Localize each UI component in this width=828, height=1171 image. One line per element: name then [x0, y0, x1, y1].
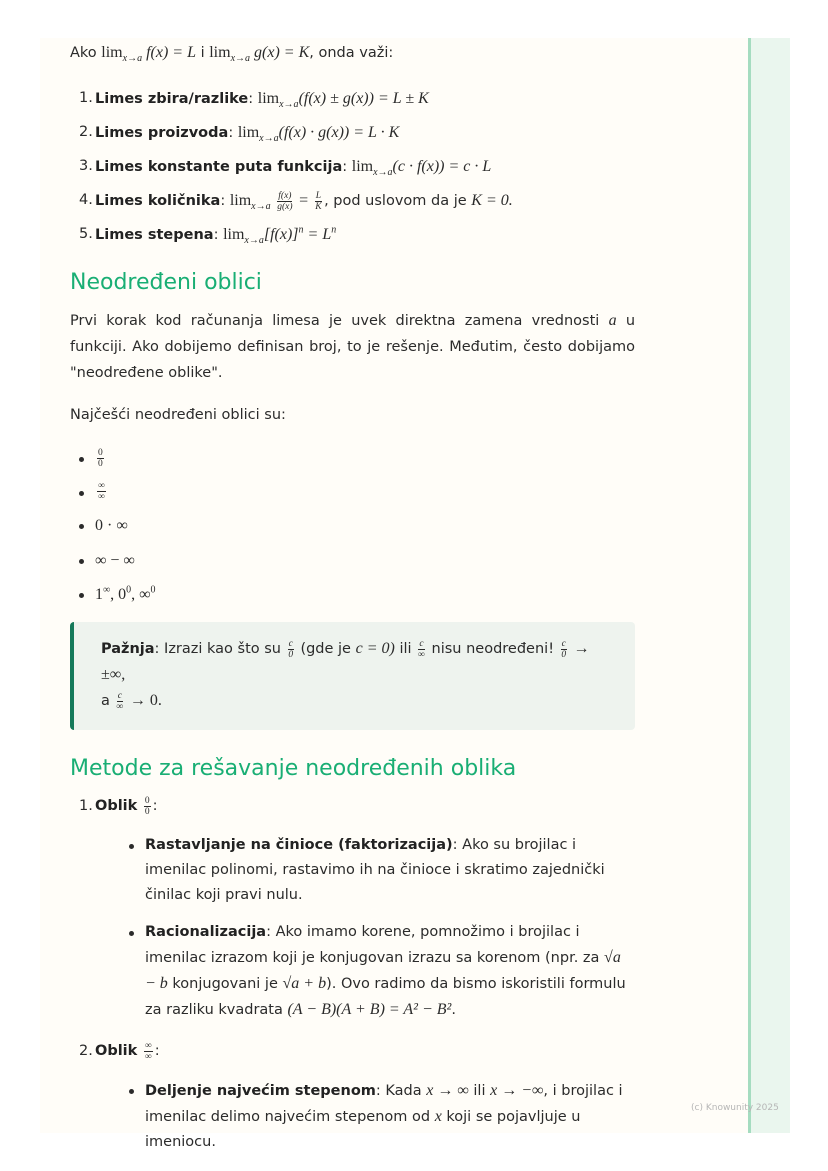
intro-text: i — [200, 45, 205, 61]
method-bullet: Rastavljanje na činioce (faktorizacija): Ako su brojilac i imenilac polinomi, rastavimo ih na činioce i skratimo zajednički činilac koji pravi nulu. — [120, 833, 635, 908]
paragraph: Prvi korak kod računanja limesa je uvek direktna zamena vrednosti a u funkciji. Ako dobijemo definisan broj, to je rešenje. Međutim, često dobijamo "neodređene oblike". — [70, 312, 636, 381]
form-item: 0 · ∞ — [70, 513, 635, 539]
rule-item: 4. Limes količnika: $\lim_{x\to a}$ $\frac{f(x)}{g(x)}$ = $\frac{L}{K}$ , pod uslovom da je K = 0. — [79, 190, 513, 213]
copyright-footer: (c) Knowunity 2025 — [691, 1103, 779, 1113]
form-item: 1∞, $0^0$, ∞$^0$ — [70, 582, 635, 608]
side-strip — [748, 38, 790, 1133]
rule-item: 5. Limes stepena: $\lim_{x\to a}[f(x)]^n = L^n$ — [79, 224, 337, 247]
form-item: $\frac{0}{0}$ — [70, 446, 635, 471]
form-item: ∞ − ∞ — [70, 548, 635, 574]
section-heading: Neodređeni oblici — [70, 270, 262, 295]
rule-item: 1. Limes zbira/razlike: $\lim_{x\to a}(f(x) \pm g(x)) = L \pm K$ — [79, 90, 429, 111]
warning-callout: Pažnja: Izrazi kao što su $\frac{c}{0}$ (gde je c = 0) ili c ∞ nisu neodređeni! $\frac{c}{0}$ → ±∞, a c ∞ → 0. — [70, 622, 635, 730]
intro-text: , onda važi: — [309, 45, 394, 61]
limit-rules — [70, 86, 635, 248]
method-item: 2. Oblik ∞ ∞ : Deljenje najvećim stepenom: Kada x → ∞ ili x → −∞, i brojilac i imenilac delimo najvećim stepenom od x koji se pojavljuje u imeniocu. — [70, 1039, 635, 1155]
intro — [70, 40, 635, 66]
rule-item: 3. Limes konstante puta funkcija: $\lim_{x\to a}(c \cdot f(x)) = c \cdot L$ — [79, 158, 492, 179]
method-bullet: Deljenje najvećim stepenom: Kada x → ∞ ili x → −∞, i brojilac i imenilac delimo najvećim stepenom od x koji se pojavljuje u imeniocu. — [120, 1078, 635, 1155]
lim-g: $\lim_{x\to a} g(x) = K$ — [209, 44, 310, 65]
methods-list — [70, 794, 635, 1155]
method-item: 1. Oblik $\frac{0}{0}$ : Rastavljanje na činioce (faktorizacija): Ako su brojilac i imenilac polinomi, rastavimo ih na činioce i skratimo zajednički činilac koji pravi nulu. Racionalizacija: Ako imamo korene, pomnožimo i brojilac i imenilac izrazom koji je konjugovan izrazu sa korenom (npr. za √a − b konjugovani je √a + b). Ovo radimo da bismo iskoristili formulu za razliku kvadrata (A − B)(A + B) = A² − B². — [70, 794, 635, 1023]
document-content — [70, 40, 635, 1164]
section-heading: Metode za rešavanje neodređenih oblika — [70, 756, 517, 781]
method-bullet: Racionalizacija: Ako imamo korene, pomnožimo i brojilac i imenilac izrazom koji je konjugovan izrazu sa korenom (npr. za √a − b konjugovani je √a + b). Ovo radimo da bismo iskoristili formulu za razliku kvadrata (A − B)(A + B) = A² − B². — [120, 920, 635, 1023]
rule-item: 2. Limes proizvoda: $\lim_{x\to a}(f(x) \cdot g(x)) = L \cdot K$ — [79, 124, 400, 145]
form-item: ∞ ∞ — [70, 480, 635, 505]
indeterminate-forms-list — [70, 446, 635, 608]
intro-text: Ako — [70, 45, 97, 61]
lim-f: $\lim_{x\to a} f(x) = L$ — [101, 44, 196, 65]
paragraph: Najčešći neodređeni oblici su: — [70, 407, 286, 423]
